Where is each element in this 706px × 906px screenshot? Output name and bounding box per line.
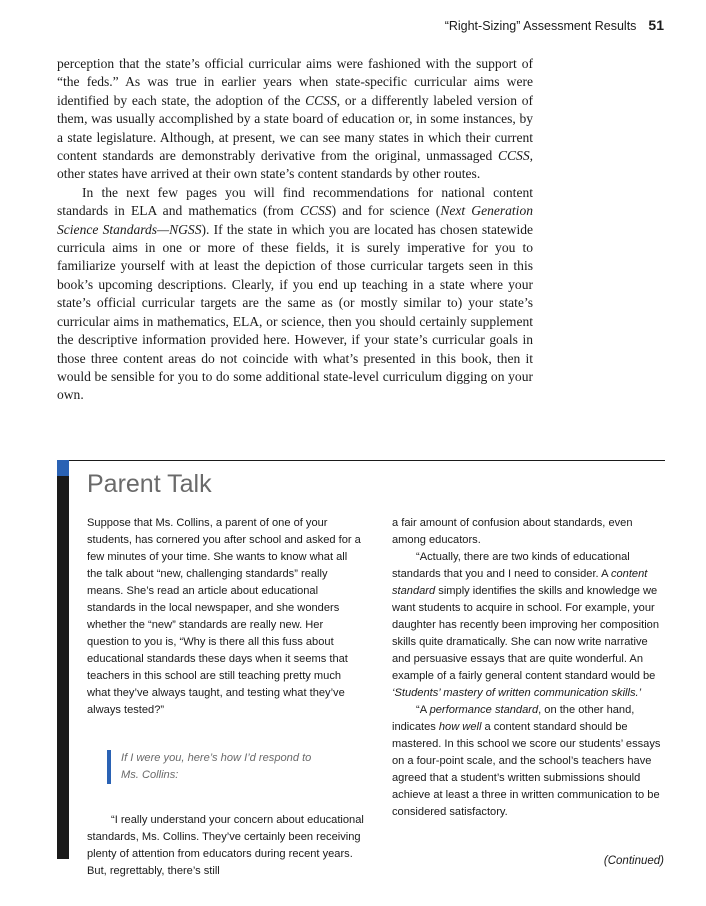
text-run: a content standard should be mastered. In this school we score our students’ essays on a four-point scale, and the school’s teachers have agreed that a student’s written submissions should achieve at least a three in written communication to be considered satisfactory. [392,721,661,818]
text-run: ) and for science ( [331,203,441,219]
text-run: Suppose that Ms. Collins, a parent of one of your students, has cornered you after school and asked for a few minutes of your time. She wants to know what all the talk about “new, challenging standards” really means. She’s read an article about educational standards in the local newspaper, and she wonders whether the “new” standards are really new. Her question to you is, “Why is there all this fuss about educational standards these days when it seems that teachers in this school are still teaching pretty much what they’ve always taught, and testing what they’ve always tested?” [87,517,361,716]
text-run: “A [416,704,430,716]
sidebar-left-column [87,515,364,880]
parent-scenario-paragraph [87,515,364,719]
body-text [57,55,533,405]
running-header [445,17,664,33]
italic-text-run: CCSS [299,203,332,219]
sidebar-top-rule [57,460,665,461]
response-paragraph-1 [87,812,364,880]
sidebar-accent-block [57,460,69,476]
response-paragraph-1-cont [392,515,668,549]
sidebar-right-column [392,515,668,821]
text-run: , or a differently labeled version of them, was usually accomplished by a state board of education or, in some instances, by a state legislature. Although, at present, we can see many states in which their current content standards are demonstrably derivative from the original, unmassaged [57,92,533,164]
body-paragraph-1 [57,55,533,184]
text-run: perception that the state’s official curricular aims were fashioned with the support of “the feds.” As was true in earlier years when state-specific curricular aims were identified by each state, the adoption of the [57,56,533,108]
italic-text-run: performance standard [429,704,539,716]
italic-text-run: CCSS [305,92,337,108]
running-title: “Right-Sizing” Assessment Results [444,19,637,33]
text-run: , on the other hand, indicates [392,704,635,733]
body-paragraph-2 [57,184,533,405]
italic-text-run: Next Generation Science Standards—NGSS [57,203,533,237]
text-run: , other states have arrived at their own state’s content standards by other routes. [57,148,533,182]
italic-text-run: how well [438,721,482,733]
sidebar-title: Parent Talk [87,470,212,498]
text-run: a fair amount of confusion about standards, even among educators. [392,517,633,546]
respond-note: If I were you, here’s how I’d respond to Ms. Collins: [107,750,326,784]
text-run: “I really understand your concern about educational standards, Ms. Collins. They’ve certainly been receiving plenty of attention from educators during recent years. But, regrettably, there’s still [87,814,364,877]
sidebar-left-bar [57,460,69,859]
italic-text-run: CCSS [497,148,530,164]
response-paragraph-2 [392,549,668,702]
response-paragraph-3 [392,702,668,821]
text-run: In the next few pages you will find recommendations for national content standards in ELA and mathematics (from [57,184,533,219]
continued-note: (Continued) [603,855,664,867]
text-run: simply identifies the skills and knowledge we want students to acquire in school. For example, your daughter has recently been improving her composition skills quite dramatically. She can now write narrative and persuasive essays that are quite wonderful. An example of a fairly general content standard would be [392,585,660,682]
italic-text-run: ‘Students’ mastery of written communication skills.’ [392,687,642,699]
text-run: “Actually, there are two kinds of educational standards that you and I need to consider. A [392,551,630,580]
page-number: 51 [648,17,664,33]
text-run: ). If the state in which you are located has chosen statewide curricula aims in one or more of these fields, it is surely imperative for you to familiarize yourself with at least the depiction of those curricular targets seen in this book’s upcoming descriptions. Clearly, if you end up teaching in a state where your state’s official curricular targets are the same as (or mostly similar to) your state’s curricular aims in mathematics, ELA, or science, then you should certainly supplement the descriptive information provided here. However, if your state’s curricular goals in those three content areas do not coincide with what’s presented in this book, then it would be sensible for you to do some additional state-level curriculum digging on your own. [57,221,534,403]
italic-text-run: content standard [392,568,648,597]
